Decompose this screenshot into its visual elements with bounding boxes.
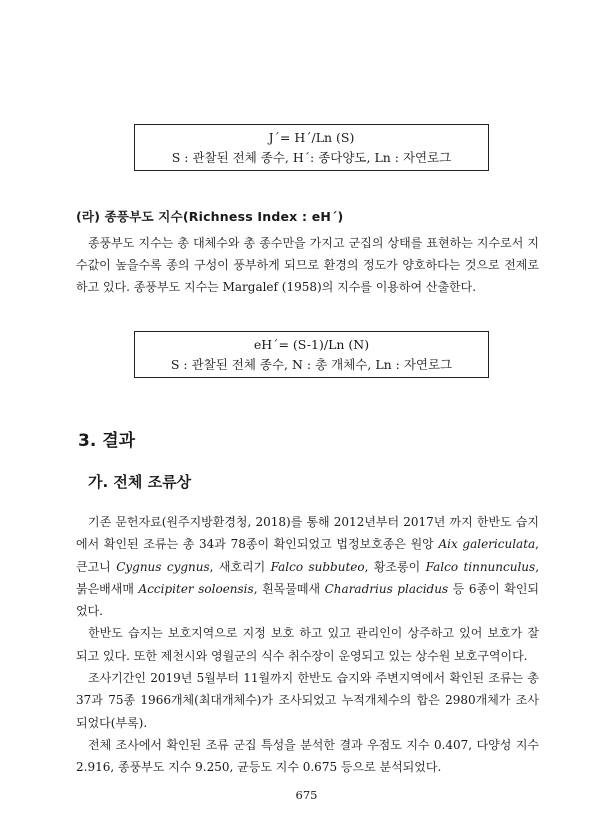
literature-review-paragraph: 기존 문헌자료(원주지방환경청, 2018)를 통해 2012년부터 2017년 까지 한반도 습지에서 확인된 조류는 총 34과 78종이 확인되었고 법정보호종은 원앙 Aix galericulata, 큰고니 Cygnus cygnus, 새호리기 Falco subbuteo, 황조롱이 Falco tinnunculus, 붉은배새매 Accipiter soloensis, 흰목물떼새 Charadrius placidus 등 6종이 확인되었다. (76, 515, 540, 619)
protection-status-paragraph: 한반도 습지는 보호지역으로 지정 보호 하고 있고 관리인이 상주하고 있어 보호가 잘 되고 있다. 또한 제천시와 영월군의 식수 취수장이 운영되고 있는 상수원 보호구역이다. (76, 626, 539, 663)
subsection-title-avifauna: 가. 전체 조류상 (88, 473, 192, 491)
richness-formula-box (134, 331, 489, 378)
richness-formula: eH´= (S-1)/Ln (N) (253, 337, 370, 352)
evenness-formula-box (134, 124, 489, 171)
species-name: Falco subbuteo (270, 559, 365, 574)
survey-result-paragraph: 조사기간인 2019년 5월부터 11월까지 한반도 습지와 주변지역에서 확인된 조류는 총 37과 75종 1966개체(최대개체수)가 조사되었고 누적개체수의 합은 2980개체가 조사되었다(부록). (76, 671, 539, 730)
page-number: 675 (295, 788, 318, 802)
species-name: Falco tinnunculus (425, 559, 536, 574)
richness-paragraph: 종풍부도 지수는 총 대체수와 총 종수만을 가지고 군집의 상태를 표현하는 지수로서 지수값이 높을수록 종의 구성이 풍부하게 되므로 환경의 정도가 양호하다는 것으로 전제로 하고 있다. 종풍부도 지수는 Margalef (1958)의 지수를 이용하여 산출한다. (76, 236, 539, 295)
results-body (76, 511, 539, 779)
species-name: Aix galericulata (438, 537, 536, 552)
evenness-formula: J´= H´/Ln (S) (268, 130, 355, 145)
species-name: Charadrius placidus (324, 581, 449, 596)
richness-index-heading: (라) 종풍부도 지수(Richness Index : eH´) (76, 209, 344, 224)
species-name: Accipiter soloensis (138, 581, 254, 596)
richness-description (76, 232, 539, 299)
species-name: Cygnus cygnus (116, 559, 210, 574)
richness-formula-legend: S : 관찰된 전체 종수, N : 총 개체수, Ln : 자연로그 (170, 357, 453, 372)
evenness-formula-legend: S : 관찰된 전체 종수, H´: 종다양도, Ln : 자연로그 (171, 150, 452, 165)
community-index-paragraph: 전체 조사에서 확인된 조류 군집 특성을 분석한 결과 우점도 지수 0.407, 다양성 지수 2.916, 종풍부도 지수 9.250, 균등도 지수 0.675 등으로 분석되었다. (76, 737, 539, 775)
section-title-results: 3. 결과 (78, 431, 136, 451)
